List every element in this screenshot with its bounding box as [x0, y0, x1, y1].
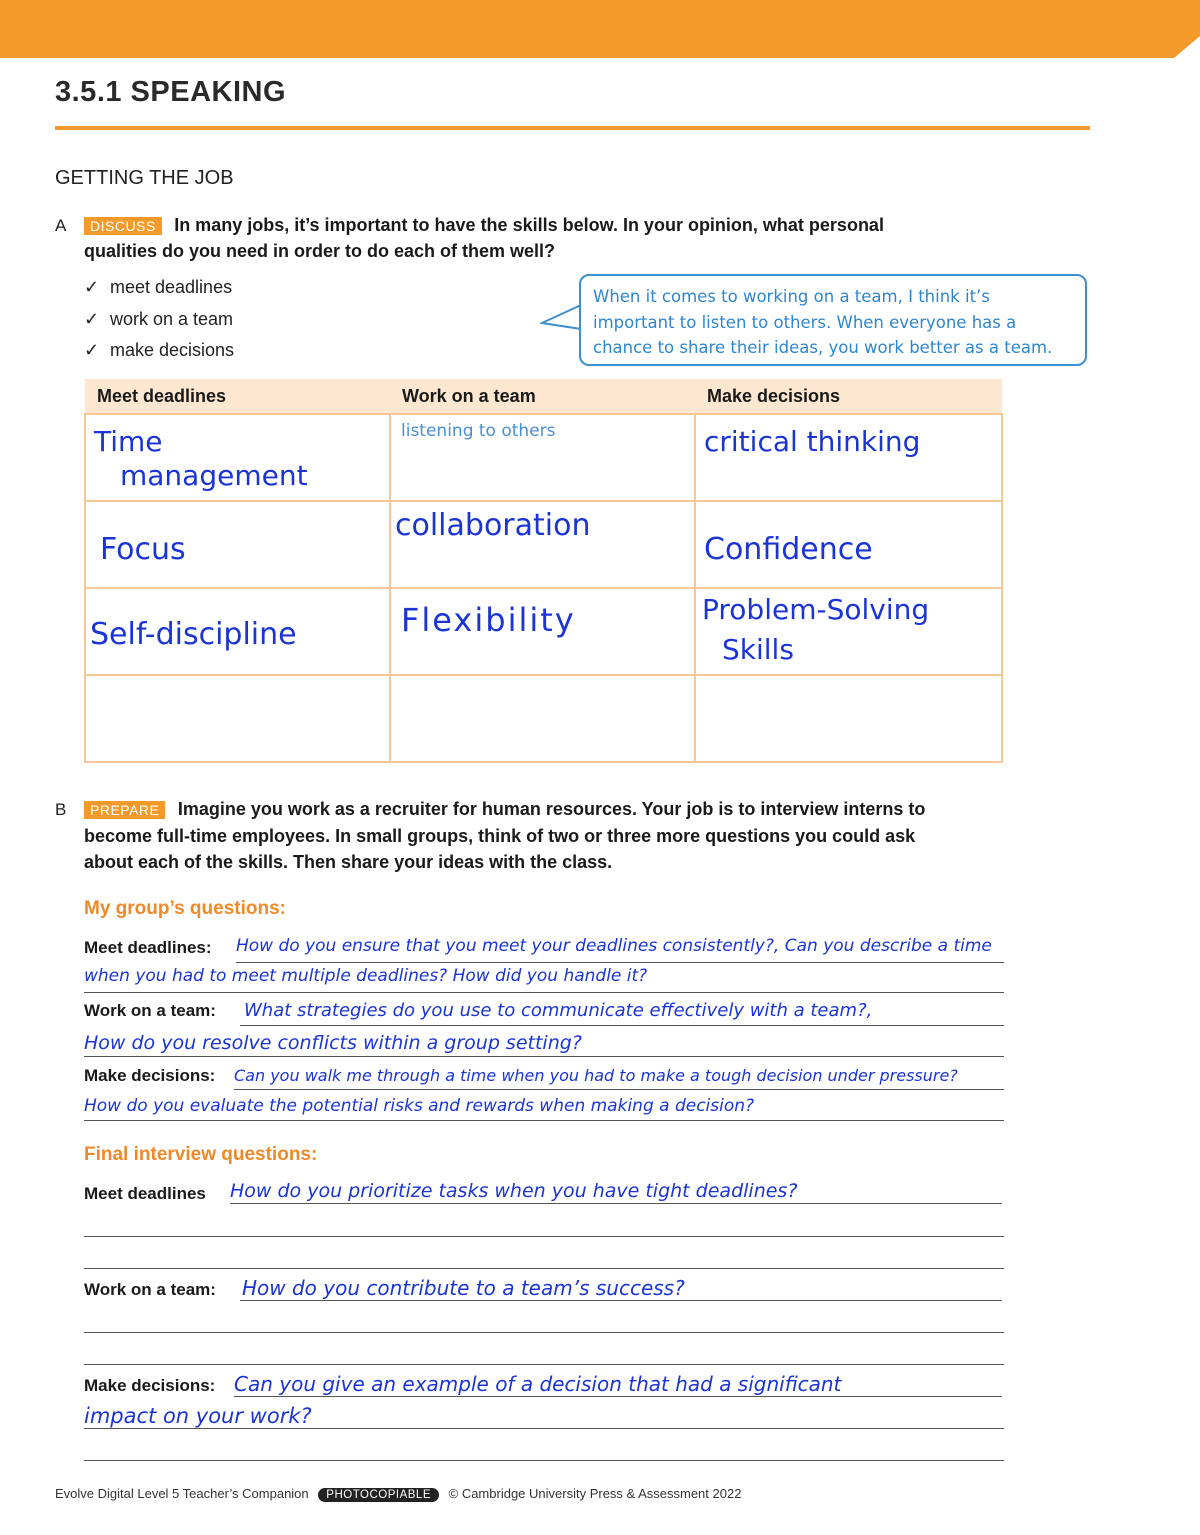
speech-bubble — [579, 274, 1087, 366]
handwritten-answer: What strategies do you use to communicate effectively with a team?, — [244, 1000, 873, 1021]
handwritten-answer: management — [120, 459, 308, 492]
typed-answer: listening to others — [401, 421, 556, 441]
part-a-prompt-line1: In many jobs, it’s important to have the skills below. In your opinion, what personal — [174, 215, 884, 235]
final-meet-deadlines-label: Meet deadlines — [84, 1184, 206, 1203]
table-cell[interactable] — [695, 588, 1002, 675]
handwritten-answer: impact on your work? — [84, 1404, 312, 1428]
answer-line — [84, 1428, 1004, 1429]
part-a-prompt-line2: qualities do you need in order to do each of them well? — [84, 241, 556, 261]
part-b-prompt-line2: become full-time employees. In small groups, think of two or three more questions you could ask — [84, 826, 916, 846]
top-banner — [0, 0, 1200, 58]
handwritten-answer: Focus — [100, 532, 186, 567]
handwritten-answer: Can you give an example of a decision that had a significant — [234, 1372, 842, 1396]
speech-bubble-tail — [540, 303, 584, 331]
answer-line — [84, 992, 1004, 993]
answer-line — [234, 1396, 1002, 1397]
footer-copyright: © Cambridge University Press & Assessment 2022 — [448, 1486, 742, 1501]
answer-line — [84, 1056, 1004, 1057]
bubble-line: When it comes to working on a team, I think it’s — [593, 287, 990, 306]
part-b-prompt — [84, 796, 1024, 822]
table-row — [85, 588, 1002, 675]
bubble-line: chance to share their ideas, you work better as a team. — [593, 338, 1053, 357]
final-questions-heading: Final interview questions: — [84, 1144, 318, 1165]
table-cell[interactable] — [695, 501, 1002, 588]
answer-line — [84, 1332, 1004, 1333]
handwritten-answer: Confidence — [704, 532, 873, 567]
subheading: GETTING THE JOB — [55, 167, 234, 189]
table-row — [85, 675, 1002, 762]
table-row — [85, 414, 1002, 501]
bubble-line: important to listen to others. When everyone has a — [593, 312, 1017, 332]
table-cell[interactable] — [85, 414, 390, 501]
table-cell[interactable] — [85, 501, 390, 588]
section-title: 3.5.1 SPEAKING — [55, 76, 287, 108]
work-on-team-label: Work on a team: — [84, 1001, 216, 1020]
part-b-prompt-line3: about each of the skills. Then share your ideas with the class. — [84, 852, 613, 872]
page-footer — [55, 1486, 741, 1502]
handwritten-answer: when you had to meet multiple deadlines? How did you handle it? — [84, 966, 648, 986]
table-row — [85, 501, 1002, 588]
handwritten-answer: Can you walk me through a time when you had to make a tough decision under pressure? — [234, 1066, 958, 1085]
table-cell[interactable] — [390, 588, 695, 675]
check-icon: ✓ — [84, 309, 100, 329]
col-header-make-decisions: Make decisions — [695, 379, 1002, 414]
check-icon: ✓ — [84, 340, 100, 360]
check-icon: ✓ — [84, 277, 100, 297]
handwritten-answer: Problem-Solving — [702, 593, 930, 626]
answer-line — [240, 1025, 1004, 1026]
handwritten-answer: critical thinking — [704, 425, 921, 458]
handwritten-answer: Time — [94, 425, 163, 458]
discuss-tag: DISCUSS — [84, 217, 162, 235]
table-cell[interactable] — [695, 675, 1002, 762]
handwritten-answer: How do you resolve conflicts within a group setting? — [84, 1032, 582, 1054]
banner-notch — [1174, 36, 1200, 58]
table-cell[interactable] — [390, 501, 695, 588]
skills-table — [84, 379, 1003, 763]
table-cell[interactable] — [85, 675, 390, 762]
part-a-letter: A — [55, 216, 67, 235]
handwritten-answer: How do you ensure that you meet your deadlines consistently?, Can you describe a time — [236, 936, 992, 956]
photocopiable-badge: PHOTOCOPIABLE — [318, 1488, 439, 1502]
title-rule — [55, 126, 1090, 130]
table-cell[interactable] — [390, 675, 695, 762]
answer-line — [84, 1460, 1004, 1461]
final-work-on-team-label: Work on a team: — [84, 1280, 216, 1299]
answer-line — [84, 1236, 1004, 1237]
col-header-work-on-team: Work on a team — [390, 379, 695, 414]
part-a-prompt — [84, 212, 964, 238]
table-header-row — [85, 379, 1002, 414]
handwritten-answer: How do you contribute to a team’s success? — [242, 1276, 685, 1300]
part-b-letter: B — [55, 800, 67, 819]
answer-line — [84, 1120, 1004, 1121]
checklist-item: ✓ work on a team — [84, 309, 234, 329]
make-decisions-label: Make decisions: — [84, 1066, 216, 1085]
footer-left-text: Evolve Digital Level 5 Teacher’s Companion — [55, 1486, 309, 1501]
table-cell[interactable] — [85, 588, 390, 675]
handwritten-answer: Flexibility — [401, 601, 576, 639]
prepare-tag: PREPARE — [84, 801, 165, 819]
answer-line — [84, 1364, 1004, 1365]
final-make-decisions-label: Make decisions: — [84, 1376, 216, 1395]
handwritten-answer: How do you evaluate the potential risks and rewards when making a decision? — [84, 1096, 755, 1116]
col-header-meet-deadlines: Meet deadlines — [85, 379, 390, 414]
table-cell[interactable] — [695, 414, 1002, 501]
handwritten-answer: Self-discipline — [90, 617, 297, 652]
answer-line — [84, 1268, 1004, 1269]
answer-line — [230, 1203, 1002, 1204]
handwritten-answer: collaboration — [395, 508, 591, 543]
checklist-item: ✓ meet deadlines — [84, 277, 233, 297]
answer-line — [236, 962, 1004, 963]
meet-deadlines-label: Meet deadlines: — [84, 938, 212, 957]
handwritten-answer: How do you prioritize tasks when you have tight deadlines? — [230, 1180, 798, 1202]
group-questions-heading: My group’s questions: — [84, 898, 286, 919]
answer-line — [240, 1300, 1002, 1301]
part-b-prompt-line1: Imagine you work as a recruiter for human resources. Your job is to interview interns to — [177, 799, 926, 819]
table-cell[interactable] — [390, 414, 695, 501]
handwritten-answer: Skills — [722, 633, 794, 666]
checklist-item: ✓ make decisions — [84, 340, 235, 360]
answer-line — [234, 1089, 1004, 1090]
